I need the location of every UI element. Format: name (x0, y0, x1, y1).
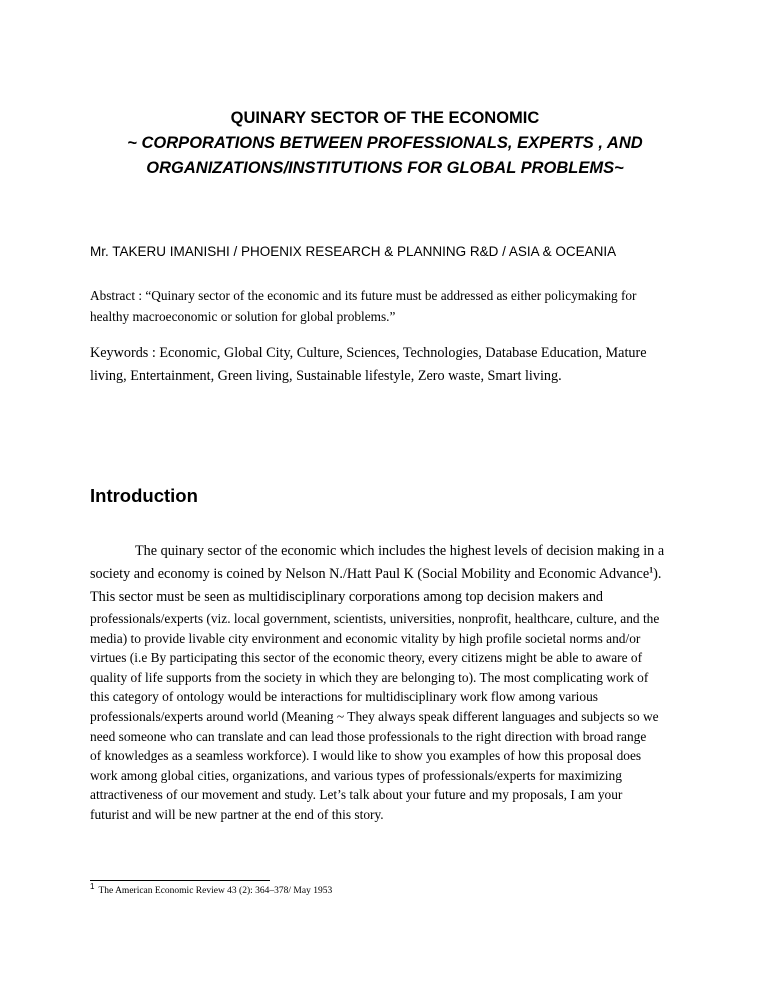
footnote-marker: 1 (90, 881, 95, 891)
section-heading-introduction: Introduction (90, 485, 198, 506)
paragraph-line: need someone who can translate and can lead those professionals to the right direction with broad range (90, 728, 647, 744)
paragraph-line: quality of life supports from the society in which they are belonging to). The most complicating work of (90, 669, 649, 685)
abstract-line: Abstract : “Quinary sector of the economic and its future must be addressed as either policymaking for (90, 288, 637, 303)
paragraph-line: attractiveness of our movement and study. Let’s talk about your future and my proposals, I am your (90, 787, 623, 803)
keywords-line: living, Entertainment, Green living, Sustainable lifestyle, Zero waste, Smart living. (90, 368, 562, 384)
paragraph-line: this category of ontology would be interactions for multidisciplinary work flow among various (90, 689, 599, 705)
paragraph-line: futurist and will be new partner at the end of this story. (90, 806, 384, 822)
title-subtitle-line-2: ORGANIZATIONS/INSTITUTIONS FOR GLOBAL PROBLEMS~ (146, 159, 624, 177)
keywords-line: Keywords : Economic, Global City, Culture, Sciences, Technologies, Database Education, Mature (90, 345, 647, 361)
paragraph-line: media) to provide livable city environment and economic vitality by high profile societal norms and/or (90, 630, 641, 646)
keywords (90, 342, 715, 388)
footnote (90, 881, 333, 896)
paragraph-line: of knowledges as a seamless workforce). I would like to show you examples of how this proposal does (90, 748, 642, 764)
paragraph-line: This sector must be seen as multidisciplinary corporations among top decision makers and (90, 589, 604, 605)
abstract-line: healthy macroeconomic or solution for global problems.” (90, 309, 396, 324)
abstract (90, 285, 710, 327)
author-line: Mr. TAKERU IMANISHI / PHOENIX RESEARCH & PLANNING R&D / ASIA & OCEANIA (90, 244, 617, 259)
footnote-reference[interactable]: 1 (649, 565, 654, 575)
footnote-divider (90, 880, 270, 881)
document-title (80, 106, 690, 181)
paragraph-line: professionals/experts (viz. local government, scientists, universities, nonprofit, healthcare, culture, and the (90, 611, 660, 626)
paragraph-line: professionals/experts around world (Meaning ~ They always speak different languages and subjects so we (90, 708, 659, 724)
paragraph-line: The quinary sector of the economic which includes the highest levels of decision making in a (135, 543, 665, 559)
title-main: QUINARY SECTOR OF THE ECONOMIC (230, 109, 540, 127)
paragraph-line-end: ). (653, 566, 662, 582)
paragraph-line (90, 563, 715, 586)
footnote-text: The American Economic Review 43 (2): 364–378/ May 1953 (98, 886, 333, 896)
paragraph-line: work among global cities, organizations, and various types of professionals/experts for maximizing (90, 767, 622, 783)
paragraph-line-text: society and economy is coined by Nelson N./Hatt Paul K (Social Mobility and Economic Advance (90, 566, 650, 582)
introduction-paragraph (90, 540, 715, 825)
paragraph-line: virtues (i.e By participating this sector of the economic theory, every citizens might be able to aware of (90, 650, 643, 666)
title-subtitle-line-1: ~ CORPORATIONS BETWEEN PROFESSIONALS, EXPERTS , AND (127, 134, 643, 152)
